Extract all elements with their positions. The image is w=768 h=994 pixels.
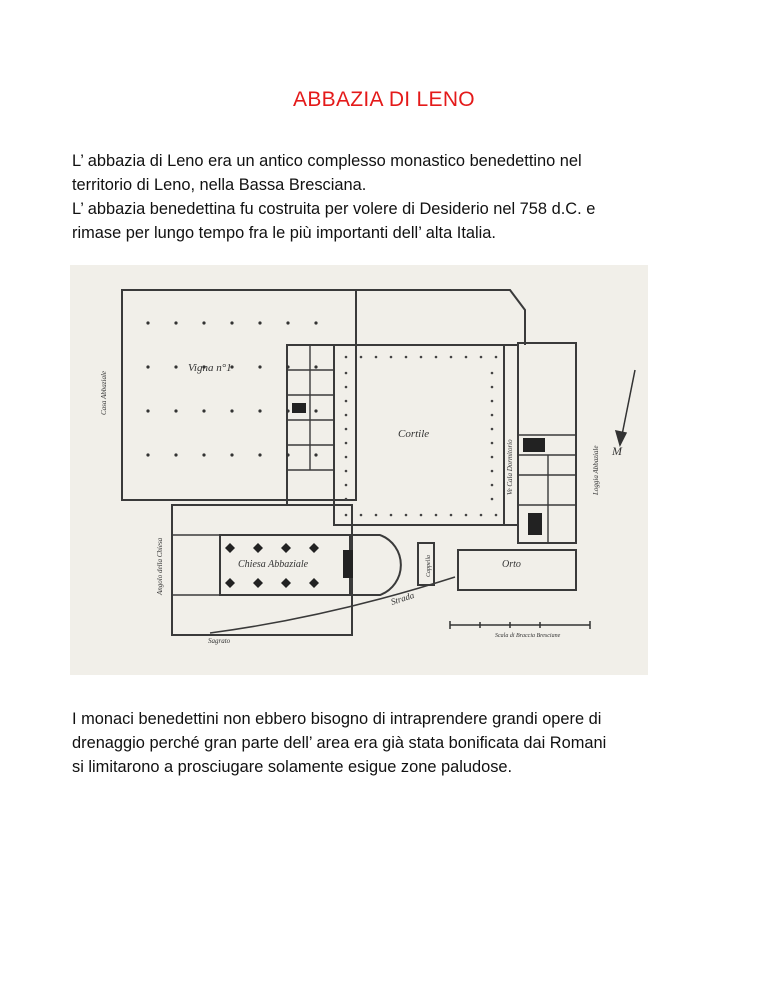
label-chapel: Cappella	[426, 555, 432, 577]
label-north: M	[612, 444, 622, 458]
church-apse	[350, 535, 401, 595]
document-title: ABBAZIA DI LENO	[293, 88, 475, 111]
closing-line: si limitarono a prosciugare solamente esigue zone paludose.	[72, 758, 513, 776]
label-strada: Strada	[389, 589, 416, 607]
label-chiesa: Chiesa Abbaziale	[238, 559, 309, 570]
dormitory-wing	[504, 345, 518, 525]
label-cortile: Cortile	[398, 428, 430, 440]
intro-line: territorio di Leno, nella Bassa Bresciana.	[72, 176, 367, 194]
vigna-plantings	[146, 321, 317, 456]
label-bottom-left: Sagrato	[208, 637, 231, 645]
closing-line: drenaggio perché gran parte dell’ area era già stata bonificata dai Romani	[72, 734, 607, 752]
intro-line: rimase per lungo tempo fra le più importanti dell’ alta Italia.	[72, 224, 496, 242]
church-enclosure	[172, 505, 352, 635]
orto-enclosure	[458, 550, 576, 590]
label-vigna: Vigna n°1	[188, 362, 232, 374]
intro-line: L’ abbazia benedettina fu costruita per volere di Desiderio nel 758 d.C. e	[72, 200, 596, 218]
label-church-side: Angolo della Chiesa	[156, 537, 164, 595]
intro-paragraph	[72, 149, 712, 245]
north-arrow-icon	[616, 370, 635, 445]
floor-plan-drawing	[70, 265, 648, 675]
north-wall	[356, 290, 525, 345]
abbey-floor-plan	[70, 265, 648, 675]
closing-line: I monaci benedettini non ebbero bisogno di intraprendere grandi opere di	[72, 710, 602, 728]
label-left-margin: Casa Abbaziale	[100, 370, 108, 415]
closing-paragraph	[72, 707, 712, 779]
label-right-margin: Loggia Abbaziale	[592, 445, 600, 495]
label-orto: Orto	[502, 559, 521, 570]
label-dormitory: Ve Cala Dormitorio	[506, 439, 514, 495]
intro-line: L’ abbazia di Leno era un antico complesso monastico benedettino nel	[72, 152, 582, 170]
label-scale: Scala di Braccia Bresciane	[495, 633, 561, 639]
